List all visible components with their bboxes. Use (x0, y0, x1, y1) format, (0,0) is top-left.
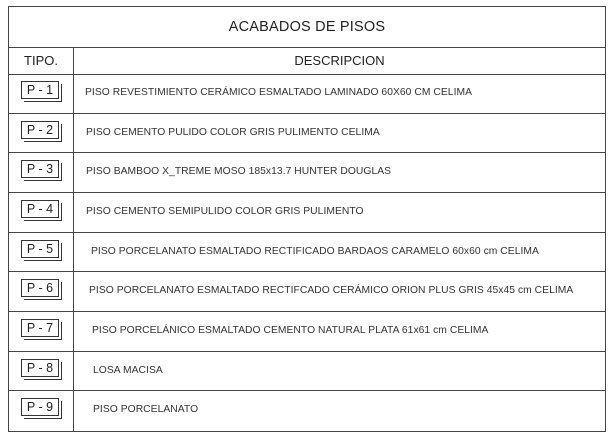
type-tag: P - 5 (21, 240, 59, 258)
table-row (9, 352, 605, 392)
header-descripcion: DESCRIPCION (294, 53, 385, 68)
table-row (9, 233, 605, 273)
row-description: PISO PORCELANATO (93, 404, 199, 416)
type-tag: P - 3 (21, 160, 59, 178)
table-row (9, 193, 605, 233)
row-description: PISO CEMENTO SEMIPULIDO COLOR GRIS PULIMENTO (86, 206, 364, 217)
type-tag: P - 1 (21, 81, 59, 99)
table-body (9, 74, 605, 431)
row-description: PISO CEMENTO PULIDO COLOR GRIS PULIMENTO CELIMA (86, 126, 380, 138)
table-row (9, 74, 605, 114)
row-description: PISO BAMBOO X_TREME MOSO 185x13.7 HUNTER DOUGLAS (86, 166, 392, 178)
row-description: PISO PORCELÁNICO ESMALTADO CEMENTO NATURAL PLATA 61x61 cm CELIMA (92, 325, 489, 336)
row-description: PISO PORCELANATO ESMALTADO RECTIFCADO CERÁMICO ORION PLUS GRIS 45x45 cm CELIMA (89, 285, 574, 297)
table-row (9, 272, 605, 312)
table-header-row (9, 47, 605, 75)
header-tipo: TIPO. (24, 53, 58, 68)
table-row (9, 312, 605, 352)
table-row (9, 153, 605, 193)
row-description: PISO PORCELANATO ESMALTADO RECTIFICADO BARDAOS CARAMELO 60x60 cm CELIMA (91, 245, 539, 257)
table-row (9, 391, 605, 431)
type-tag: P - 4 (21, 200, 59, 218)
type-tag: P - 2 (21, 121, 59, 139)
type-tag: P - 8 (21, 359, 59, 377)
floor-finishes-table (8, 6, 606, 432)
table-row (9, 114, 605, 154)
type-tag: P - 9 (21, 398, 59, 416)
row-description: LOSA MACISA (93, 364, 163, 376)
type-tag: P - 6 (21, 279, 59, 297)
row-description: PISO REVESTIMIENTO CERÁMICO ESMALTADO LAMINADO 60X60 CM CELIMA (85, 87, 473, 98)
type-tag: P - 7 (21, 319, 59, 337)
table-title: ACABADOS DE PISOS (9, 7, 605, 48)
